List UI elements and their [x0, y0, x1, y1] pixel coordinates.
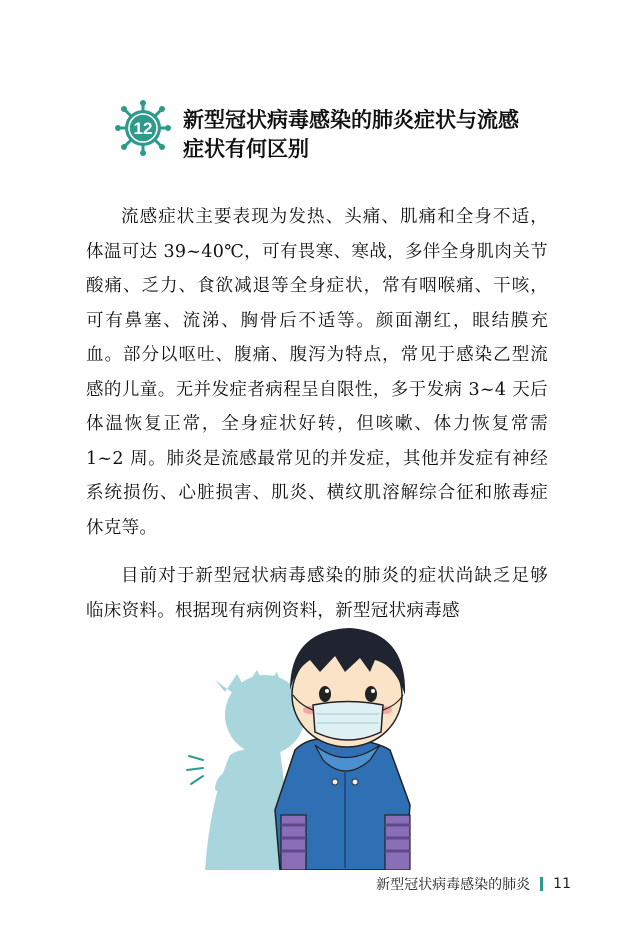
page-footer	[376, 874, 571, 894]
body-text	[86, 200, 548, 628]
footer-book-title: 新型冠状病毒感染的肺炎	[376, 877, 531, 893]
page-number: 11	[553, 876, 571, 892]
paragraph-2: 目前对于新型冠状病毒感染的肺炎的症状尚缺乏足够临床资料。根据现有病例资料，新型冠状病毒感	[86, 566, 548, 621]
title-line-2: 症状有何区别	[183, 137, 309, 161]
cough-lines-icon	[187, 756, 203, 784]
section-number: 12	[133, 119, 153, 138]
virus-icon	[115, 100, 171, 156]
masked-child-illustration	[185, 610, 485, 870]
child-figure	[275, 628, 410, 870]
footer-divider	[540, 877, 543, 891]
paragraph-1: 流感症状主要表现为发热、头痛、肌痛和全身不适，体温可达 39~40℃，可有畏寒、寒战，多伴全身肌肉关节酸痛、乏力、食欲减退等全身症状，常有咽喉痛、干咳，可有鼻塞、流涕、胸骨后不适等。颜面潮红，眼结膜充血。部分以呕吐、腹痛、腹泻为特点，常见于感染乙型流感的儿童。无并发症者病程呈自限性，多于发病 3~4 天后体温恢复正常，全身症状好转，但咳嗽、体力恢复常需 1~2 周。肺炎是流感最常见的并发症，其他并发症有神经系统损伤、心脏损害、肌炎、横纹肌溶解综合征和脓毒症休克等。	[86, 207, 548, 538]
title-line-1: 新型冠状病毒感染的肺炎症状与流感	[183, 108, 519, 132]
section-title	[183, 106, 583, 164]
